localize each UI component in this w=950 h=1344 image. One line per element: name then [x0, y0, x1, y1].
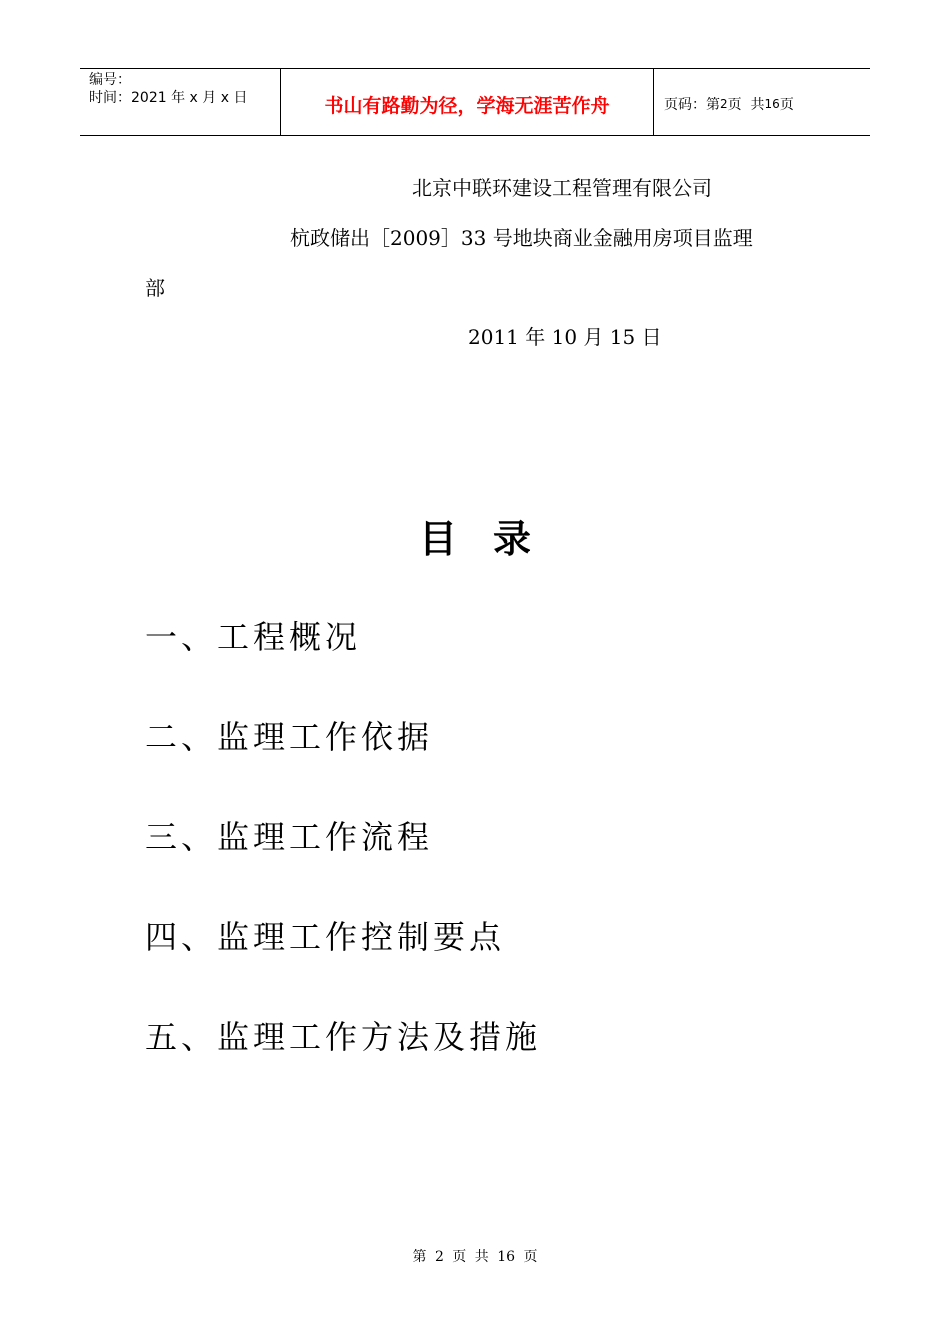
page-current: 2 — [720, 97, 728, 111]
page-prefix: 页码：第 — [664, 97, 720, 113]
page-footer: 第 2 页 共 16 页 — [412, 1249, 538, 1265]
toc-item: 一、工程概况 — [145, 618, 362, 656]
document-date: 2011 年 10 月 15 日 — [468, 325, 662, 349]
project-name-line1: 杭政储出［2009］33 号地块商业金融用房项目监理 — [290, 226, 753, 250]
document-time-label: 时间：2021 年 x 月 x 日 — [89, 90, 248, 106]
toc-item: 三、监理工作流程 — [145, 818, 434, 856]
toc-item: 二、监理工作依据 — [145, 718, 434, 756]
page-suffix: 页 — [779, 97, 794, 113]
project-name-line2: 部 — [145, 276, 165, 300]
toc-item: 四、监理工作控制要点 — [145, 918, 506, 956]
page-total: 16 — [764, 97, 780, 111]
header-motto: 书山有路勤为径，学海无涯苦作舟 — [281, 69, 654, 135]
company-name: 北京中联环建设工程管理有限公司 — [412, 176, 712, 200]
toc-item: 五、监理工作方法及措施 — [145, 1018, 542, 1056]
page-mid: 页 共 — [727, 97, 765, 113]
toc-title: 目录 — [418, 517, 567, 561]
header-meta — [80, 69, 281, 135]
page-header — [80, 68, 870, 136]
header-page-info — [654, 69, 870, 135]
document-number-label: 编号： — [89, 72, 131, 88]
